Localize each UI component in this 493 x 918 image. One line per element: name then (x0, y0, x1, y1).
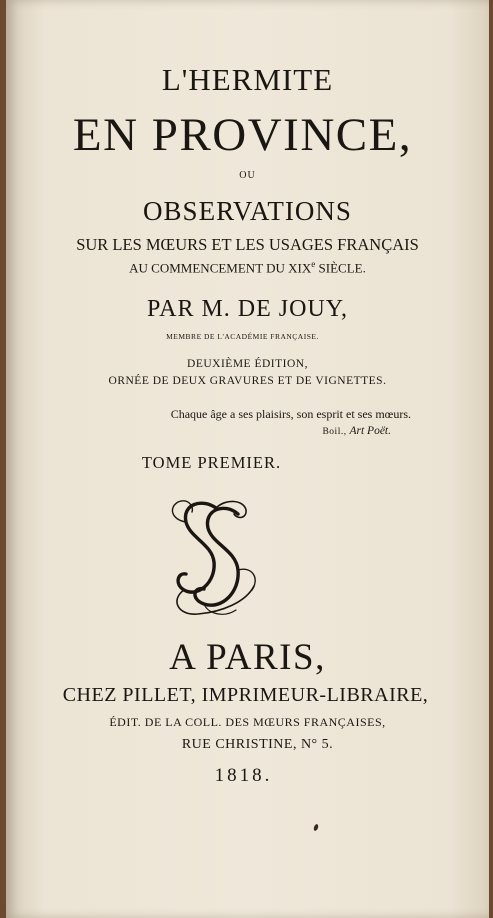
title-line-2: EN PROVINCE, (72, 109, 413, 161)
title-page (6, 0, 489, 918)
epigraph-work: Art Poët. (349, 425, 391, 437)
ink-speck (313, 824, 319, 832)
subtitle-main: OBSERVATIONS (143, 196, 352, 226)
subtitle-line-1: SUR LES MŒURS ET LES USAGES FRANÇAIS (76, 235, 419, 254)
subtitle-line-2-pre: AU COMMENCEMENT DU XIX (129, 260, 312, 276)
edition-line-1: DEUXIÈME ÉDITION, (187, 358, 308, 370)
volume-label: TOME PREMIER. (141, 453, 282, 472)
subtitle-line-2 (6, 259, 489, 276)
imprint-address: RUE CHRISTINE, N° 5. (181, 737, 334, 752)
imprint-printer: CHEZ PILLET, IMPRIMEUR-LIBRAIRE, (62, 684, 429, 706)
epigraph-attribution (6, 425, 391, 437)
title-line-1: L'HERMITE (161, 62, 334, 97)
century-superscript: e (311, 259, 316, 269)
monogram-icon (164, 494, 264, 620)
imprint-year: 1818. (214, 765, 273, 786)
subtitle-line-2-post: SIÈCLE. (315, 260, 366, 276)
epigraph: Chaque âge a ses plaisirs, son esprit et ses mœurs. (170, 407, 411, 421)
conjunction-ou: OU (239, 170, 256, 181)
imprint-printer-note: ÉDIT. DE LA COLL. DES MŒURS FRANÇAISES, (109, 715, 386, 729)
edition-line-2: ORNÉE DE DEUX GRAVURES ET DE VIGNETTES. (108, 375, 387, 387)
author-line: PAR M. DE JOUY, (146, 296, 349, 322)
imprint-city: A PARIS, (169, 637, 326, 678)
epigraph-author: Boil., (322, 427, 347, 437)
author-credential: MEMBRE DE L'ACADÉMIE FRANÇAISE. (166, 332, 319, 341)
